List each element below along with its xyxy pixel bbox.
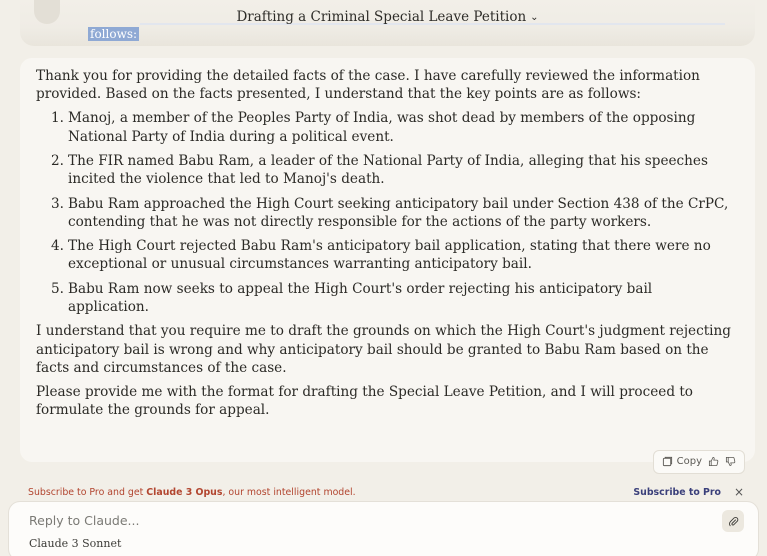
previous-message-fragment: follows: <box>90 27 138 41</box>
attach-button[interactable] <box>722 510 744 532</box>
key-points-list <box>36 109 735 316</box>
chat-header <box>20 0 755 46</box>
thumbs-up-icon[interactable] <box>708 456 719 467</box>
promo-text: Subscribe to Pro and get Claude 3 Opus, our most intelligent model. <box>28 487 356 498</box>
assistant-message <box>20 58 755 467</box>
reply-composer[interactable] <box>8 501 759 556</box>
subscribe-banner <box>28 487 748 501</box>
paperclip-icon <box>728 516 739 527</box>
message-paragraph: I understand that you require me to draft the grounds on which the High Court's judgment rejecting anticipatory bail is wrong and why anticipatory bail should be granted to Babu Ram based on the facts and circumstances of the case. <box>36 323 731 376</box>
subscribe-link[interactable]: Subscribe to Pro <box>633 487 721 498</box>
chat-title-button[interactable] <box>20 9 755 25</box>
chat-title: Drafting a Criminal Special Leave Petition <box>236 9 527 25</box>
message-intro: Thank you for providing the detailed facts of the case. I have carefully reviewed the information provided. Based on the facts presented, I understand that the key points are as follows: <box>36 68 700 103</box>
thumbs-down-icon[interactable] <box>725 456 736 467</box>
close-icon[interactable]: × <box>733 485 744 499</box>
message-actions <box>653 450 745 474</box>
chevron-down-icon: ⌄ <box>530 12 539 23</box>
list-item: 3. Babu Ram approached the High Court seeking anticipatory bail under Section 438 of the CrPC, contending that he was not directly responsible for the actions of the party workers. <box>51 195 729 230</box>
model-selector[interactable]: Claude 3 Sonnet <box>29 537 122 550</box>
copy-label: Copy <box>676 455 702 467</box>
list-item: 5. Babu Ram now seeks to appeal the High Court's order rejecting his anticipatory bail application. <box>51 280 653 315</box>
reply-input[interactable]: Reply to Claude... <box>29 513 140 528</box>
message-paragraph: Please provide me with the format for drafting the Special Leave Petition, and I will proceed to formulate the grounds for appeal. <box>36 383 693 419</box>
list-item: 2. The FIR named Babu Ram, a leader of the National Party of India, alleging that his speeches incited the violence that led to Manoj's death. <box>51 153 708 188</box>
list-item: 1. Manoj, a member of the Peoples Party of India, was shot dead by members of the opposing National Party of India during a political event. <box>51 110 696 145</box>
copy-button[interactable] <box>662 453 702 471</box>
copy-icon <box>662 456 673 467</box>
list-item: 4. The High Court rejected Babu Ram's anticipatory bail application, stating that there were no exceptional or unusual circumstances warranting anticipatory bail. <box>51 238 711 273</box>
